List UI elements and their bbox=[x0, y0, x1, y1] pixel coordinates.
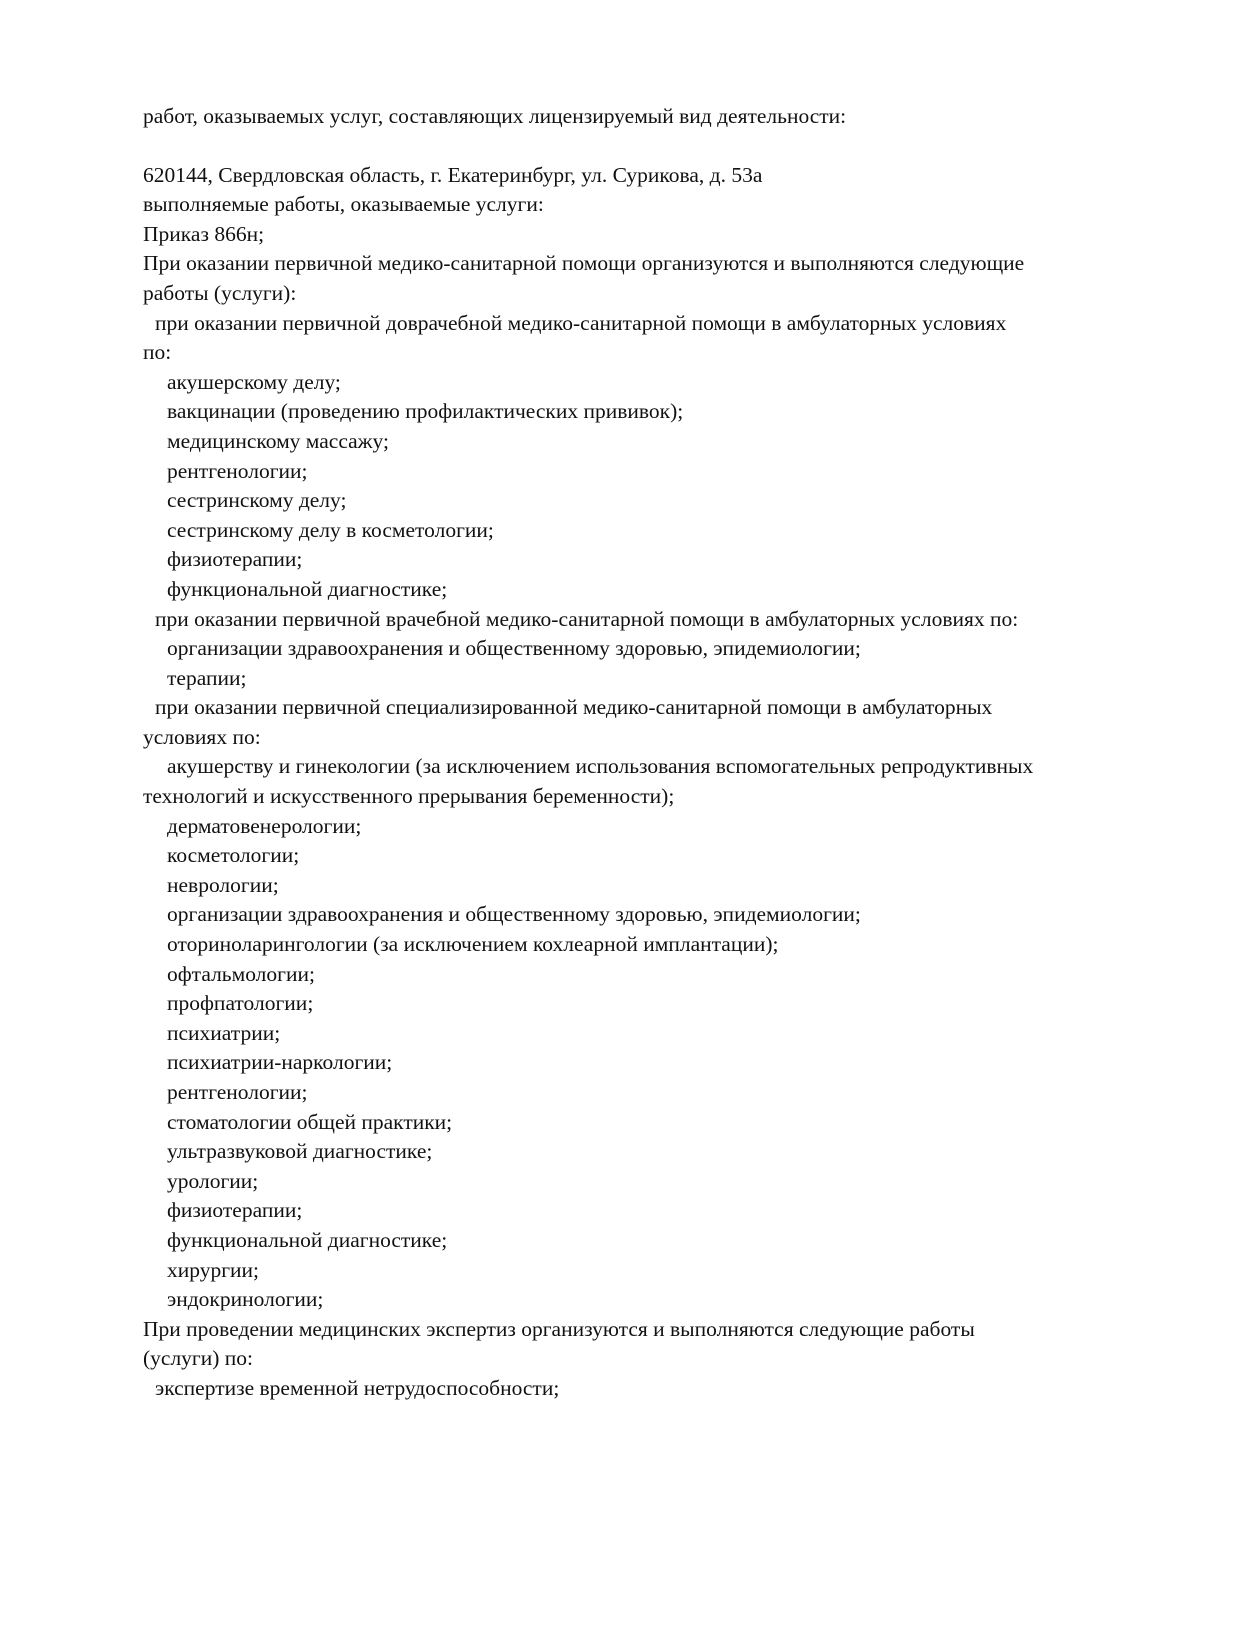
list-item: оториноларингологии (за исключением кохлеарной имплантации); bbox=[167, 932, 779, 957]
works-heading: выполняемые работы, оказываемые услуги: bbox=[143, 192, 544, 217]
list-item: сестринскому делу; bbox=[167, 488, 347, 513]
order-line: Приказ 866н; bbox=[143, 221, 265, 246]
list-item: хирургии; bbox=[167, 1257, 260, 1282]
list-item: вакцинации (проведению профилактических прививок); bbox=[167, 399, 684, 424]
pre-physician-heading-line2: по: bbox=[143, 340, 172, 365]
list-item: неврологии; bbox=[167, 872, 279, 897]
primary-care-heading-line2: работы (услуги): bbox=[143, 280, 297, 305]
expertise-heading-line1: При проведении медицинских экспертиз организуются и выполняются следующие работы bbox=[143, 1316, 975, 1341]
list-item: терапии; bbox=[167, 665, 247, 690]
list-item: медицинскому массажу; bbox=[167, 428, 389, 453]
pre-physician-heading-line1: при оказании первичной доврачебной медико-санитарной помощи в амбулаторных условиях bbox=[155, 310, 1007, 335]
list-item: рентгенологии; bbox=[167, 458, 308, 483]
physician-heading: при оказании первичной врачебной медико-санитарной помощи в амбулаторных условиях по: bbox=[155, 606, 1019, 631]
intro-line: работ, оказываемых услуг, составляющих лицензируемый вид деятельности: bbox=[143, 104, 847, 128]
list-item: организации здравоохранения и общественному здоровью, эпидемиологии; bbox=[167, 636, 861, 661]
list-item: рентгенологии; bbox=[167, 1080, 308, 1104]
document-body bbox=[143, 102, 1143, 1404]
specialized-heading-line2: условиях по: bbox=[143, 724, 261, 749]
list-item: косметологии; bbox=[167, 843, 300, 868]
list-item: профпатологии; bbox=[167, 991, 314, 1016]
list-item: психиатрии; bbox=[167, 1020, 281, 1045]
list-item: дерматовенерологии; bbox=[167, 813, 362, 838]
list-item: урологии; bbox=[167, 1168, 259, 1193]
primary-care-heading-line1: При оказании первичной медико-санитарной помощи организуются и выполняются следующие bbox=[143, 251, 1025, 276]
list-item: физиотерапии; bbox=[167, 547, 303, 572]
list-item: физиотерапии; bbox=[167, 1198, 303, 1223]
list-item: акушерскому делу; bbox=[167, 369, 341, 394]
address-line: 620144, Свердловская область, г. Екатеринбург, ул. Сурикова, д. 53а bbox=[143, 162, 763, 187]
expertise-heading-line2: (услуги) по: bbox=[143, 1346, 254, 1371]
list-item: психиатрии-наркологии; bbox=[167, 1050, 393, 1075]
list-item: офтальмологии; bbox=[167, 961, 315, 986]
list-item-line2: технологий и искусственного прерывания беременности); bbox=[143, 784, 675, 809]
list-item: эндокринологии; bbox=[167, 1287, 324, 1312]
list-item-line1: акушерству и гинекологии (за исключением использования вспомогательных репродуктивных bbox=[167, 754, 1034, 779]
list-item: сестринскому делу в косметологии; bbox=[167, 517, 494, 542]
list-item: организации здравоохранения и общественному здоровью, эпидемиологии; bbox=[167, 902, 861, 927]
list-item: функциональной диагностике; bbox=[167, 1227, 448, 1252]
list-item: функциональной диагностике; bbox=[167, 576, 448, 601]
specialized-heading-line1: при оказании первичной специализированной медико-санитарной помощи в амбулаторных bbox=[155, 695, 993, 720]
list-item: экспертизе временной нетрудоспособности; bbox=[155, 1375, 560, 1400]
list-item: ультразвуковой диагностике; bbox=[167, 1139, 433, 1164]
list-item: стоматологии общей практики; bbox=[167, 1109, 453, 1134]
blank-line bbox=[143, 132, 1143, 161]
